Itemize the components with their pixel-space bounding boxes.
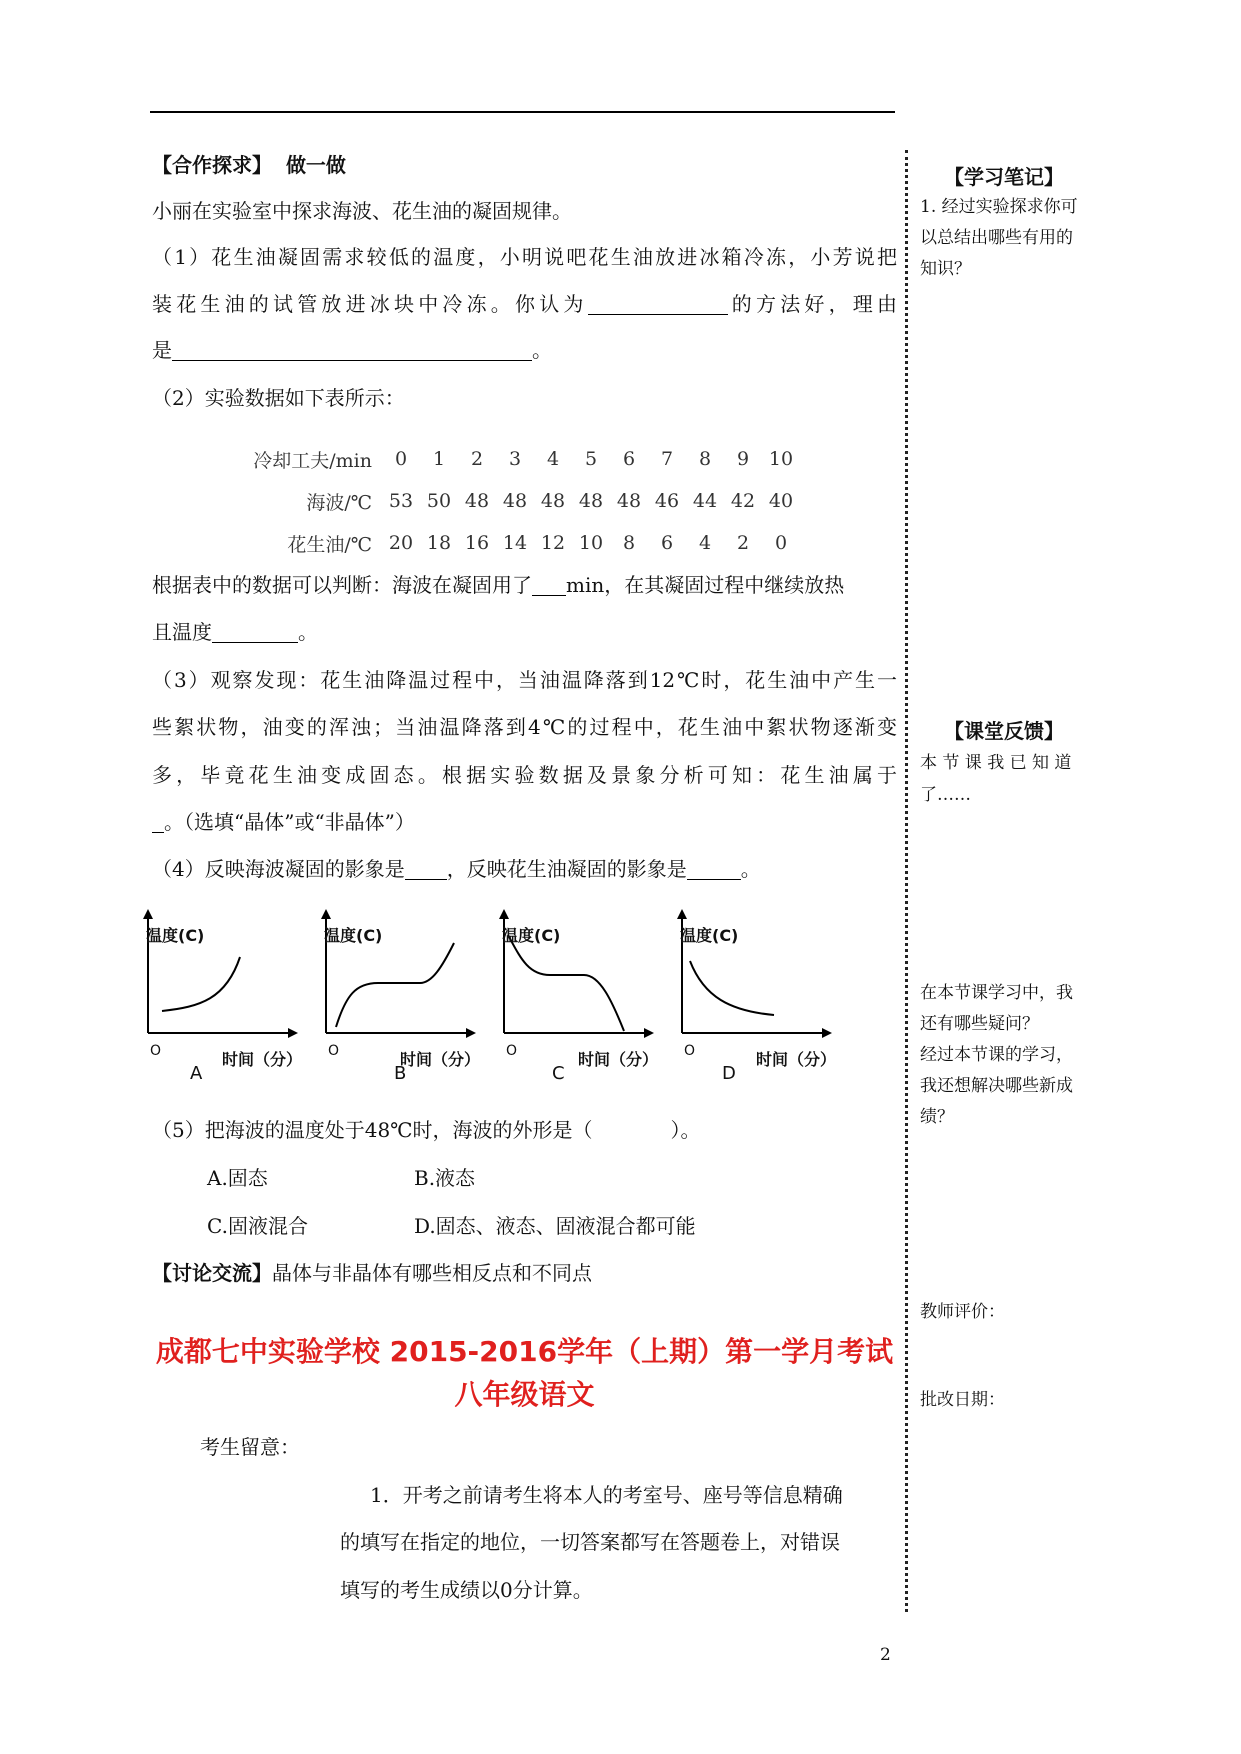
table-row: 花生油/℃ 20 18 16 14 12 10 8 6 4 2 0 (222, 522, 800, 564)
q1-line2: 装花生油的试管放进冰块中冷冻。你认为 的方法好，理由 (152, 292, 898, 316)
doubt-line: 在本节课学习中，我 (920, 983, 1073, 1003)
notice-item1-line2: 的填写在指定的地位，一切答案都写在答题卷上，对错误 (340, 1530, 840, 1554)
notes-line: 知识？ (920, 259, 971, 279)
teacher-eval: 教师评价： (920, 1302, 1005, 1322)
table-header: 冷却工夫/min (253, 449, 372, 472)
q3-line2: 些絮状物，油变的浑浊；当油温降落到4℃的过程中，花生油中絮状物逐渐变 (152, 715, 897, 739)
heading-action: 做一做 (285, 153, 346, 177)
option-d[interactable]: D.固态、液态、固液混合都可能 (414, 1214, 696, 1238)
q2-line3: 且温度 。 (152, 620, 318, 644)
feedback-title: 【课堂反馈】 (944, 719, 1064, 743)
answer-blank[interactable] (212, 620, 298, 643)
section-heading (152, 150, 346, 180)
column-divider (905, 150, 908, 1612)
feedback-line: 本 节 课 我 已 知 道 (920, 753, 1072, 773)
table-row: 冷却工夫/min 0 1 2 3 4 5 6 7 8 9 10 (222, 438, 800, 480)
notes-line: 1. 经过实验探求你可 (920, 197, 1078, 217)
exam-title-line2: 八年级语文 (454, 1378, 595, 1411)
feedback-line: 了…… (920, 785, 971, 805)
answer-blank[interactable] (687, 857, 741, 880)
answer-blank[interactable] (532, 573, 566, 596)
answer-blank[interactable] (152, 810, 164, 833)
graph-c: 温度(C) O 时间（分） C (486, 905, 656, 1085)
data-table (222, 438, 800, 564)
top-rule (150, 111, 895, 113)
doubt-line: 还有哪些疑问？ (920, 1014, 1039, 1034)
table-header: 海波/℃ (306, 491, 372, 514)
q2-line1: （2）实验数据如下表所示： (152, 386, 405, 410)
q5-line: （5）把海波的温度处于48℃时，海波的外形是（ ）。 (152, 1118, 701, 1142)
page-number: 2 (880, 1645, 891, 1665)
notice-item1-line1: 1．开考之前请考生将本人的考室号、座号等信息精确 (370, 1483, 843, 1507)
q4-line: （4）反映海波凝固的影象是 ，反映花生油凝固的影象是 。 (152, 857, 761, 881)
discuss-line: 【讨论交流】晶体与非晶体有哪些相反点和不同点 (152, 1261, 592, 1285)
discuss-label: 【讨论交流】 (152, 1261, 272, 1285)
q3-line3: 多，毕竟花生油变成固态。根据实验数据及景象分析可知：花生油属于 (152, 763, 897, 787)
graph-d: 温度(C) O 时间（分） D (664, 905, 834, 1085)
q2-line2: 根据表中的数据可以判断：海波在凝固用了 min，在其凝固过程中继续放热 (152, 573, 845, 597)
table-row: 海波/℃ 53 50 48 48 48 48 48 46 44 42 40 (222, 480, 800, 522)
graph-options (130, 905, 870, 1085)
option-b[interactable]: B.液态 (414, 1166, 476, 1190)
doubt-line: 我还想解决哪些新成 (920, 1076, 1073, 1096)
q3-line1: （3）观察发现：花生油降温过程中，当油温降落到12℃时，花生油中产生一 (152, 668, 897, 692)
q3-line4: 。（选填“晶体”或“非晶体”） (152, 807, 415, 837)
q1-line3: 是 。 (152, 338, 552, 362)
answer-blank[interactable] (588, 292, 728, 315)
notes-line: 以总结出哪些有用的 (920, 228, 1073, 248)
graph-a: 温度(C) O 时间（分） A (130, 905, 300, 1085)
heading-label: 【合作探求】 (152, 153, 272, 177)
intro-text: 小丽在实验室中探求海波、花生油的凝固规律。 (152, 199, 572, 223)
doubt-line: 绩？ (920, 1107, 954, 1127)
q1-line1: （1）花生油凝固需求较低的温度，小明说吧花生油放进冰箱冷冻，小芳说把 (152, 245, 897, 269)
exam-title-line1: 成都七中实验学校 2015-2016学年（上期）第一学月考试 (155, 1335, 894, 1368)
answer-blank[interactable] (405, 857, 447, 880)
option-a[interactable]: A.固态 (207, 1166, 268, 1190)
notice-label: 考生留意： (200, 1435, 300, 1459)
option-c[interactable]: C.固液混合 (207, 1214, 308, 1238)
grading-date: 批改日期： (920, 1390, 1005, 1410)
notice-item1-line3: 填写的考生成绩以0分计算。 (340, 1578, 593, 1602)
notes-title: 【学习笔记】 (944, 165, 1064, 189)
graph-b: 温度(C) O 时间（分） B (308, 905, 478, 1085)
table-header: 花生油/℃ (287, 533, 372, 556)
doubt-line: 经过本节课的学习， (920, 1045, 1073, 1065)
answer-blank[interactable] (172, 338, 532, 361)
